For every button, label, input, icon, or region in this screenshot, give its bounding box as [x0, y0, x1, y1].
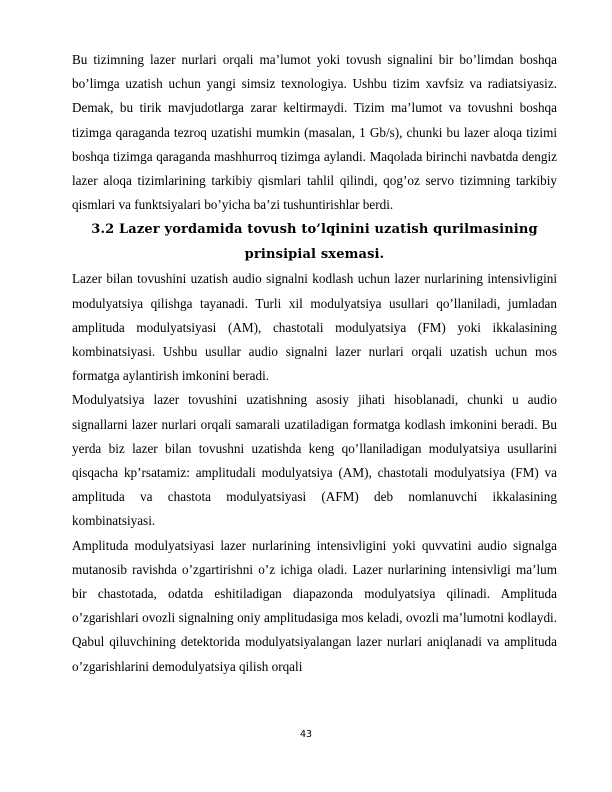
- body-paragraph-modulation-methods: Modulyatsiya lazer tovushini uzatishning asosiy jihati hisoblanadi, chunki u audio signallarni lazer nurlari orqali samarali uzatiladigan formatga kodlash imkonini beradi. Bu yerda biz lazer bilan tovushni uzatishda keng qo’llaniladigan modulyatsiya usullarini qisqacha kp’rsatamiz: amplitudali modulyatsiya (AM), chastotali modulyatsiya (FM) va amplituda va chastota modulyatsiyasi (AFM) deb nomlanuvchi ikkalasining kombinatsiyasi.: [72, 392, 557, 529]
- section-heading: [72, 217, 557, 267]
- section-heading-line-2: prinsipial sxemasi.: [244, 247, 385, 263]
- document-page: [72, 48, 557, 679]
- intro-paragraph: Bu tizimning lazer nurlari orqali ma’lumot yoki tovush signalini bir bo’limdan boshqa bo’limga uzatish uchun yangi simsiz texnologiya. Ushbu tizim xavfsiz va radiatsiyasiz. Demak, bu tirik mavjudotlarga zarar keltirmaydi. Tizim ma’lumot va tovushni boshqa tizimga qaraganda tezroq uzatishi mumkin (masalan, 1 Gb/s), chunki bu lazer aloqa tizimi boshqa tizimga qaraganda mashhurroq tizimga aylandi. Maqolada birinchi navbatda dengiz lazer aloqa tizimlarining tarkibiy qismlari tahlil qilindi, qog’oz servo tizimning tarkibiy qismlari va funktsiyalari bo’yicha ba’zi tushuntirishlar berdi.: [72, 52, 557, 213]
- page-number: 43: [299, 729, 313, 740]
- section-heading-line-1: 3.2 Lazer yordamida tovush to’lqinini uzatish qurilmasining: [91, 222, 538, 238]
- body-paragraph-modulation-intro: Lazer bilan tovushini uzatish audio signalni kodlash uchun lazer nurlarining intensivligini modulyatsiya qilishga tayanadi. Turli xil modulyatsiya usullari qo’llaniladi, jumladan amplituda modulyatsiyasi (AM), chastotali modulyatsiya (FM) yoki ikkalasining kombinatsiyasi. Ushbu usullar audio signalni lazer nurlari orqali uzatish uchun mos formatga aylantirish imkonini beradi.: [72, 271, 557, 384]
- body-paragraph-amplitude-modulation: Amplituda modulyatsiyasi lazer nurlarining intensivligini yoki quvvatini audio signalga mutanosib ravishda o’zgartirishni o’z ichiga oladi. Lazer nurlarining intensivligi ma’lum bir chastotada, odatda eshitiladigan diapazonda modulyatsiya qilinadi. Amplituda o’zgarishlari ovozli signalning oniy amplitudasiga mos keladi, ovozli ma’lumotni kodlaydi. Qabul qiluvchining detektorida modulyatsiyalangan lazer nurlari aniqlanadi va amplituda o’zgarishlarini demodulyatsiya qilish orqali: [72, 537, 557, 674]
